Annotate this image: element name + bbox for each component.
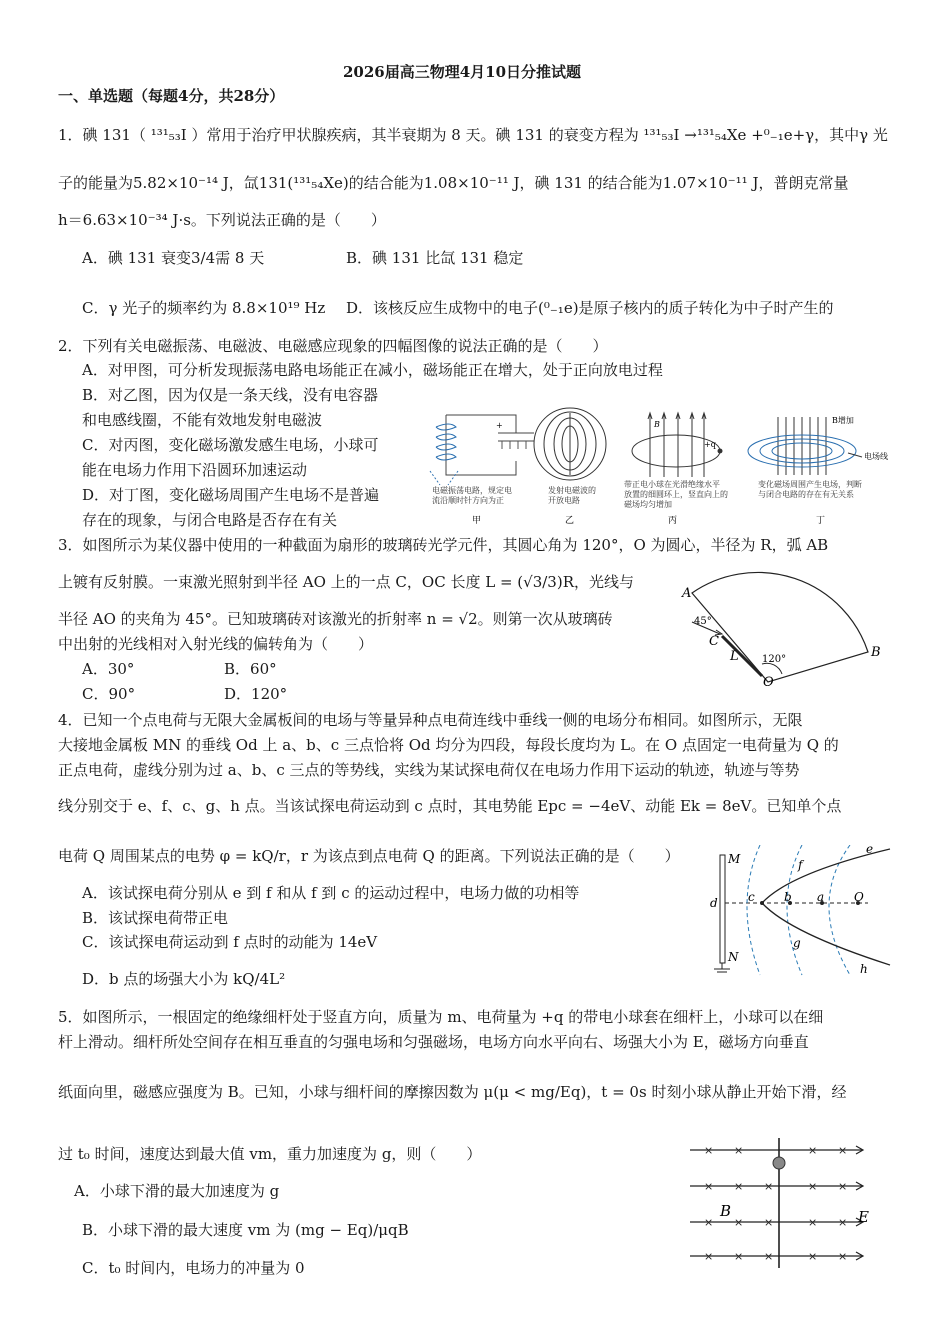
q1-option-d: D．该核反应生成物中的电子(⁰₋₁e)是原子核内的质子转化为中子时产生的 — [346, 299, 834, 317]
svg-text:×: × — [734, 1216, 744, 1229]
trajectory — [762, 849, 890, 965]
label-a: a — [817, 890, 825, 904]
svg-text:×: × — [704, 1216, 714, 1229]
circuit-figure — [430, 415, 534, 485]
point-a: A — [682, 586, 692, 601]
svg-text:×: × — [704, 1144, 714, 1157]
q4-line4: 线分别交于 e、f、c、g、h 点。当该试探电荷运动到 c 点时，其电势能 Epc = −4eV、动能 Ek = 8eV。已知单个点 — [58, 797, 842, 815]
label-f: f — [798, 858, 803, 872]
q1-line3: h＝6.63×10⁻³⁴ J·s。下列说法正确的是（ ） — [58, 211, 386, 229]
metal-plate-mn — [720, 855, 725, 963]
caption-bing-2: 放置的细圆环上，竖直向上的 — [624, 490, 728, 499]
q4-option-d: D．b 点的场强大小为 kQ/4L² — [82, 970, 286, 988]
q2-option-d-line2: 存在的现象，与闭合电路是否存在有关 — [82, 511, 338, 529]
q5-option-b: B．小球下滑的最大速度 vm 为 (mg − Eq)/μqB — [82, 1221, 409, 1239]
label-yi: 乙 — [565, 516, 575, 526]
q5-option-c: C．t₀ 时间内，电场力的冲量为 0 — [82, 1259, 305, 1277]
q4-option-a: A．该试探电荷分别从 e 到 f 和从 f 到 c 的运动过程中，电场力做的功相等 — [82, 884, 580, 902]
angle-120: 120° — [762, 654, 787, 665]
q4-line2: 大接地金属板 MN 的垂线 Od 上 a、b、c 三点恰将 Od 均分为四段，每段长度均为 L。在 O 点固定一电荷量为 Q 的 — [58, 736, 839, 754]
q5-line2: 杆上滑动。细杆所处空间存在相互垂直的匀强电场和匀强磁场，电场方向水平向右、场强大小为 E，磁场方向垂直 — [58, 1033, 809, 1051]
label-b-field: B — [654, 420, 660, 429]
q4-line5: 电荷 Q 周围某点的电势 φ = kQ/r，r 为该点到点电荷 Q 的距离。下列说法正确的是（ ） — [58, 847, 680, 865]
q3-option-b: B．60° — [224, 660, 277, 678]
q2-option-d-line1: D．对丁图，变化磁场周围产生电场不是普遍 — [82, 486, 380, 504]
caption-jia-2: 流沿顺时针方向为正 — [432, 496, 504, 505]
q5-field-figure — [682, 1138, 877, 1268]
label-d: d — [710, 896, 718, 910]
label-jia: 甲 — [472, 516, 482, 526]
q4-option-c: C．该试探电荷运动到 f 点时的动能为 14eV — [82, 933, 378, 951]
q2-option-b-line1: B．对乙图，因为仅是一条天线，没有电容器 — [82, 386, 379, 404]
q3-option-d: D．120° — [224, 685, 288, 703]
svg-text:×: × — [764, 1250, 774, 1263]
label-o: O — [854, 890, 864, 904]
svg-text:×: × — [764, 1180, 774, 1193]
q5-option-a: A．小球下滑的最大加速度为 g — [74, 1182, 280, 1200]
label-m: M — [728, 852, 741, 866]
q2-option-c-line1: C．对丙图，变化磁场激发感生电场，小球可 — [82, 436, 379, 454]
caption-ding-1: 变化磁场周围产生电场，判断 — [758, 480, 862, 489]
q4-field-figure — [700, 845, 895, 980]
section-heading: 一、单选题（每题4分，共28分） — [58, 87, 285, 105]
svg-text:×: × — [808, 1216, 818, 1229]
point-c: C — [709, 634, 719, 649]
charged-ball — [718, 449, 723, 454]
svg-text:×: × — [704, 1180, 714, 1193]
q1-line1: 1．碘 131（ ¹³¹₅₃I ）常用于治疗甲状腺疾病，其半衰期为 8 天。碘 131 的衰变方程为 ¹³¹₅₃I →¹³¹₅₄Xe +⁰₋₁e+γ，其中γ 光 — [58, 126, 888, 144]
q5-line3: 纸面向里，磁感应强度为 B。已知，小球与细杆间的摩擦因数为 μ(μ < mg/Eq)，t = 0s 时刻小球从静止开始下滑，经 — [58, 1083, 847, 1101]
label-h: h — [860, 962, 868, 976]
q5-line1: 5．如图所示，一根固定的绝缘细杆处于竖直方向，质量为 m、电荷量为 +q 的带电小球套在细杆上，小球可以在细 — [58, 1008, 824, 1026]
svg-text:×: × — [764, 1216, 774, 1229]
label-ding: 丁 — [816, 516, 826, 526]
q2-option-b-line2: 和电感线圈，不能有效地发射电磁波 — [82, 411, 323, 429]
q5-line4: 过 t₀ 时间，速度达到最大值 vm，重力加速度为 g，则（ ） — [58, 1145, 482, 1163]
q1-line2: 子的能量为5.82×10⁻¹⁴ J，氙131(¹³¹₅₄Xe)的结合能为1.08×10⁻¹¹ J，碘 131 的结合能为1.07×10⁻¹¹ J，普朗克常量 — [58, 174, 849, 192]
q3-option-c: C．90° — [82, 685, 136, 703]
caption-ding-2: 与闭合电路的存在有无关系 — [758, 490, 854, 499]
length-l: L — [730, 649, 739, 664]
label-b: b — [784, 890, 792, 904]
label-b-field: B — [720, 1202, 732, 1220]
q4-line1: 4．已知一个点电荷与无限大金属板间的电场与等量异种点电荷连线中垂线一侧的电场分布相同。如图所示，无限 — [58, 711, 803, 729]
svg-text:×: × — [734, 1144, 744, 1157]
sector-outline — [692, 572, 868, 682]
plus-sign: + — [496, 421, 503, 430]
label-n: N — [728, 950, 739, 964]
equipotential-c — [747, 845, 760, 975]
label-e: e — [866, 845, 874, 856]
q4-line3: 正点电荷，虚线分别为过 a、b、c 三点的等势线，实线为某试探电荷仅在电场力作用下运动的轨迹，轨迹与等势 — [58, 761, 800, 779]
equipotential-a — [829, 845, 850, 975]
svg-text:×: × — [734, 1250, 744, 1263]
q4-option-b: B．该试探电荷带正电 — [82, 909, 229, 927]
q1-option-c: C．γ 光子的频率约为 8.8×10¹⁹ Hz — [82, 299, 326, 317]
svg-text:×: × — [808, 1144, 818, 1157]
svg-text:×: × — [838, 1250, 848, 1263]
caption-jia-1: 电磁振荡电路，规定电 — [432, 486, 512, 495]
label-bing: 丙 — [668, 516, 678, 526]
label-plus-q: +q — [704, 440, 716, 449]
caption-yi-1: 发射电磁波的 — [548, 486, 596, 495]
segment-oc — [722, 636, 762, 676]
charged-ball — [773, 1157, 785, 1169]
point-b: B — [871, 645, 881, 660]
caption-bing-3: 磁场均匀增加 — [624, 500, 672, 509]
q2-option-c-line2: 能在电场力作用下沿圆环加速运动 — [82, 461, 308, 479]
changing-field-figure — [748, 417, 862, 475]
svg-text:×: × — [734, 1180, 744, 1193]
q3-line3: 半径 AO 的夹角为 45°。已知玻璃砖对该激光的折射率 n = √2。则第一次从玻璃砖 — [58, 610, 613, 628]
angle-45: 45° — [694, 616, 712, 627]
q1-option-a: A．碘 131 衰变3/4需 8 天 — [82, 249, 265, 267]
q3-line4: 中出射的光线相对入射光线的偏转角为（ ） — [58, 635, 374, 653]
q3-line1: 3．如图所示为某仪器中使用的一种截面为扇形的玻璃砖光学元件，其圆心角为 120°，O 为圆心，半径为 R，弧 AB — [58, 536, 829, 554]
svg-text:×: × — [838, 1144, 848, 1157]
q3-option-a: A．30° — [82, 660, 135, 678]
q2-stem: 2．下列有关电磁振荡、电磁波、电磁感应现象的四幅图像的说法正确的是（ ） — [58, 337, 608, 355]
svg-text:×: × — [838, 1180, 848, 1193]
point-o: O — [763, 675, 774, 690]
label-b-increase: B增加 — [832, 416, 854, 425]
q3-line2: 上镀有反射膜。一束激光照射到半径 AO 上的一点 C，OC 长度 L = (√3/3)R，光线与 — [58, 573, 634, 591]
svg-text:×: × — [808, 1180, 818, 1193]
label-c: c — [748, 890, 755, 904]
q2-figure — [428, 395, 898, 533]
svg-text:×: × — [704, 1250, 714, 1263]
antenna-figure — [534, 408, 606, 480]
label-e-field: E — [858, 1208, 869, 1226]
svg-text:×: × — [838, 1216, 848, 1229]
label-g: g — [793, 936, 801, 950]
q1-option-b: B．碘 131 比氙 131 稳定 — [346, 249, 524, 267]
svg-text:×: × — [808, 1250, 818, 1263]
q3-sector-figure — [668, 560, 898, 690]
q2-option-a: A．对甲图，可分析发现振荡电路电场能正在减小，磁场能正在增大，处于正向放电过程 — [82, 361, 663, 379]
label-field-line: 电场线 — [864, 452, 888, 461]
caption-bing-1: 带正电小球在光滑绝缘水平 — [624, 480, 720, 489]
caption-yi-2: 开放电路 — [548, 496, 580, 505]
page-title: 2026届高三物理4月10日分推试题 — [343, 63, 582, 81]
point-c-dot — [760, 901, 764, 905]
